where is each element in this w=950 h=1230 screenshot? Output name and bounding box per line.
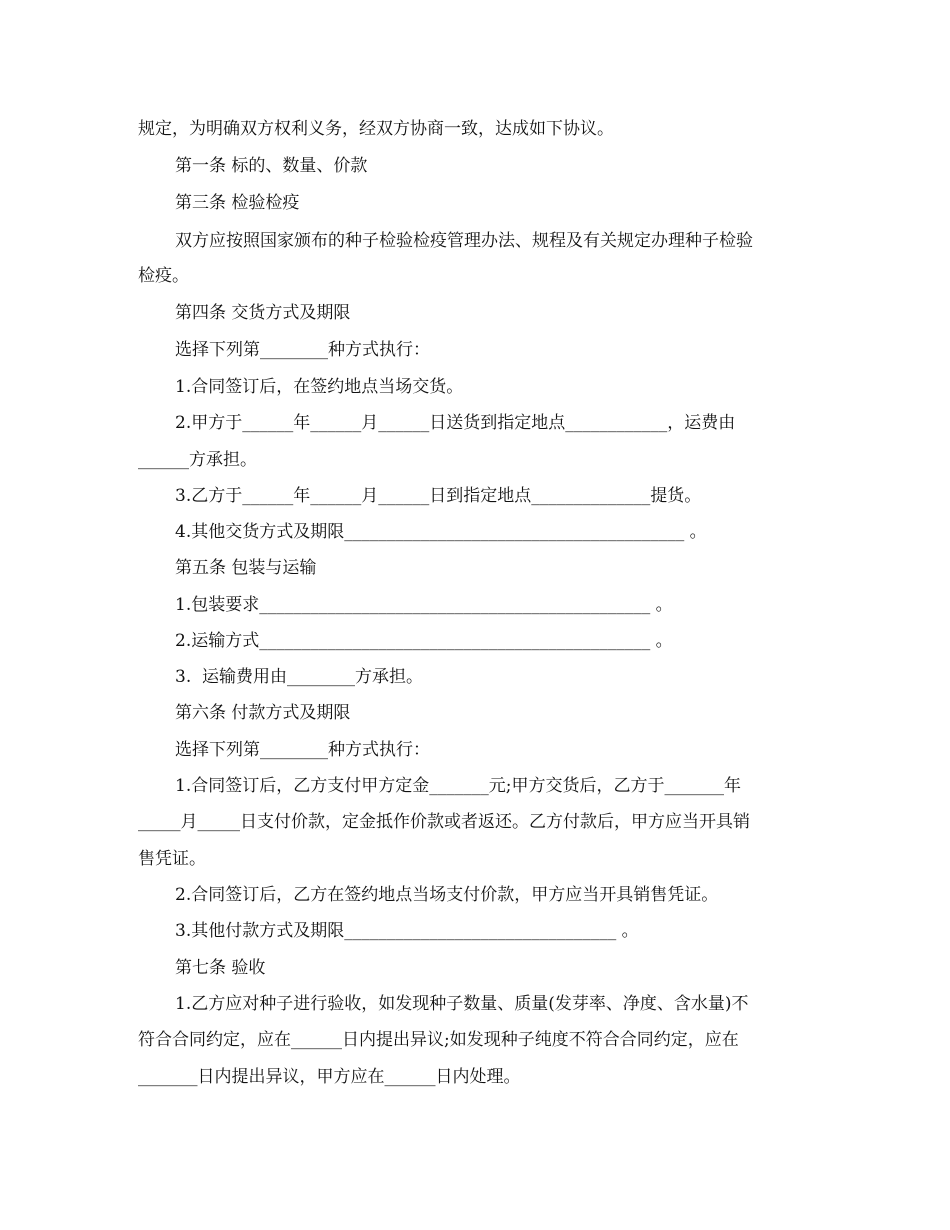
paragraph-line: _____月_____日支付价款，定金抵作价款或者返还。乙方付款后，甲方应当开具销 (138, 812, 750, 832)
section-heading-article-7: 第七条 验收 (175, 958, 266, 978)
section-heading-article-1: 第一条 标的、数量、价款 (175, 156, 368, 176)
list-item: 1.合同签订后，乙方支付甲方定金_______元;甲方交货后，乙方于_______年 (175, 776, 741, 796)
paragraph-line: _______日内提出异议，甲方应在______日内处理。 (138, 1067, 521, 1087)
list-item: 4.其他交货方式及期限________________________________________ 。 (175, 522, 707, 542)
list-item: 2.合同签订后，乙方在签约地点当场支付价款，甲方应当开具销售凭证。 (175, 885, 719, 905)
list-item: 3.乙方于______年______月______日到指定地点______________提货。 (175, 486, 702, 506)
section-heading-article-5: 第五条 包装与运输 (175, 558, 317, 578)
list-item: 1.乙方应对种子进行验收，如发现种子数量、质量(发芽率、净度、含水量)不 (175, 994, 749, 1014)
list-item: 3.其他付款方式及期限________________________________ 。 (175, 921, 639, 941)
paragraph-line: 双方应按照国家颁布的种子检验检疫管理办法、规程及有关规定办理种子检验 (175, 231, 753, 251)
paragraph-line: ______方承担。 (138, 450, 257, 470)
list-item: 1.合同签订后，在签约地点当场交货。 (175, 377, 464, 397)
section-heading-article-3: 第三条 检验检疫 (175, 193, 300, 213)
list-item: 2.甲方于______年______月______日送货到指定地点____________，运费由 (175, 413, 736, 433)
list-item: 2.运输方式______________________________________________ 。 (175, 631, 673, 651)
paragraph-line: 选择下列第________种方式执行： (175, 740, 430, 760)
section-heading-article-6: 第六条 付款方式及期限 (175, 703, 351, 723)
paragraph-line: 售凭证。 (138, 849, 206, 869)
section-heading-article-4: 第四条 交货方式及期限 (175, 303, 351, 323)
paragraph-line: 选择下列第________种方式执行： (175, 340, 430, 360)
paragraph-line: 符合合同约定，应在______日内提出异议;如发现种子纯度不符合合同约定，应在 (138, 1030, 739, 1050)
paragraph-line: 检疫。 (138, 266, 189, 286)
paragraph-line: 规定，为明确双方权利义务，经双方协商一致，达成如下协议。 (138, 119, 614, 139)
list-item: 1.包装要求______________________________________________ 。 (175, 595, 673, 615)
list-item: 3. 运输费用由________方承担。 (175, 667, 424, 687)
